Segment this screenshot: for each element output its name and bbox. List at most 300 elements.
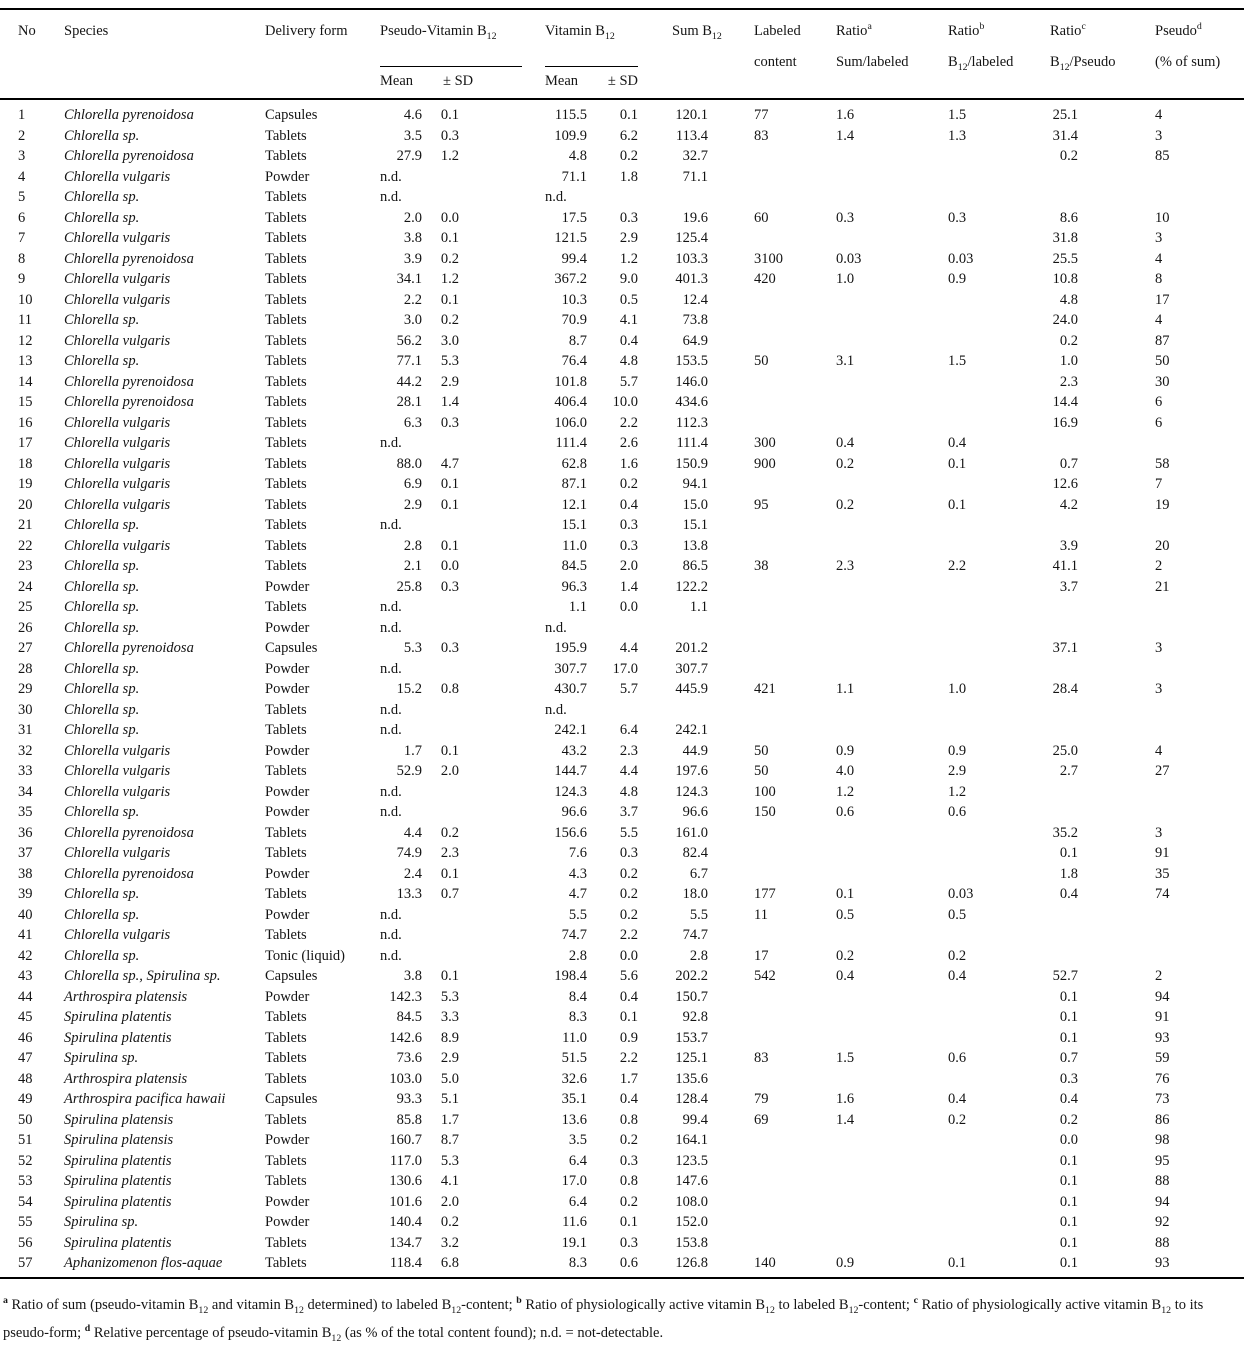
cell-sum-b12: 202.2: [675, 968, 709, 984]
cell-sum-b12: 64.9: [682, 332, 709, 349]
cell-vitamin-mean: 7.6: [568, 845, 588, 861]
table-row: [0, 167, 1244, 188]
cell-pseudo-sd: 0.2: [440, 312, 459, 328]
cell-no: 41: [18, 927, 33, 943]
cell-pseudo-percent: 94: [1155, 1193, 1170, 1210]
cell-vitamin-sd: 0.6: [619, 1255, 639, 1271]
cell-delivery-form: Tablets: [265, 189, 307, 205]
cell-delivery-form: Tablets: [265, 435, 307, 451]
cell-no: 11: [18, 312, 32, 328]
cell-delivery-form: Tablets: [265, 209, 307, 226]
cell-ratio-sum-labeled: 0.2: [836, 496, 855, 513]
cell-vitamin-sd: 0.4: [619, 988, 639, 1005]
cell-ratio-b12-labeled: 0.1: [948, 455, 967, 472]
cell-vitamin-mean: 6.4: [568, 1193, 588, 1210]
cell-sum-b12: 123.5: [675, 1152, 709, 1169]
cell-vitamin-mean: n.d.: [545, 619, 567, 636]
cell-delivery-form: Powder: [265, 578, 310, 595]
cell-delivery-form: Powder: [265, 681, 310, 697]
cell-labeled-content: 50: [754, 763, 769, 779]
cell-labeled-content: 300: [754, 435, 776, 451]
cell-species: Chlorella sp.: [64, 804, 140, 820]
cell-labeled-content: 900: [754, 455, 776, 472]
cell-ratio-b12-pseudo: [1044, 187, 1078, 208]
cell-ratio-b12-labeled: 0.4: [948, 435, 967, 451]
cell-ratio-b12-labeled: [948, 167, 1044, 188]
cell-delivery-form: Powder: [265, 1193, 310, 1210]
cell-ratio-b12-pseudo: 10.8: [1052, 271, 1079, 287]
cell-pseudo-mean: 2.1: [403, 558, 422, 574]
cell-vitamin-sd: 4.4: [619, 763, 639, 779]
cell-sum-b12: 401.3: [675, 271, 709, 287]
cell-spacer: [459, 782, 545, 803]
cell-delivery-form: Capsules: [265, 968, 318, 984]
cell-species: Chlorella sp., Spirulina sp.: [64, 968, 221, 984]
col-header-vitamin-b12: [545, 9, 638, 99]
cell-ratio-b12-pseudo: 1.0: [1059, 353, 1079, 369]
table-row: [0, 700, 1244, 721]
cell-ratio-sum-labeled: [836, 515, 948, 536]
cell-vitamin-sd: 0.5: [619, 291, 639, 308]
cell-ratio-b12-labeled: 0.1: [948, 496, 967, 513]
cell-sum-b12: 125.1: [675, 1050, 709, 1066]
cell-vitamin-mean: 2.8: [568, 947, 588, 964]
cell-ratio-b12-labeled: 0.3: [948, 209, 967, 226]
cell-no: 45: [18, 1009, 33, 1025]
cell-ratio-b12-labeled: 0.4: [948, 1091, 967, 1107]
cell-labeled-content: [708, 1212, 836, 1233]
cell-ratio-sum-labeled: 0.03: [836, 250, 862, 267]
table-row: [0, 351, 1244, 372]
cell-no: 48: [18, 1070, 33, 1087]
cell-ratio-b12-pseudo: 28.4: [1052, 681, 1079, 697]
cell-pseudo-percent: 93: [1155, 1029, 1170, 1046]
cell-pseudo-percent: 3: [1155, 230, 1163, 246]
cell-delivery-form: Tablets: [265, 701, 307, 718]
cell-pseudo-sd: 4.1: [440, 1173, 459, 1189]
cell-species: Chlorella pyrenoidosa: [64, 824, 194, 841]
cell-no: 43: [18, 968, 33, 984]
cell-ratio-sum-labeled: [836, 864, 948, 885]
cell-ratio-b12-labeled: [948, 925, 1044, 946]
cell-labeled-content: [708, 1192, 836, 1213]
table-row: [0, 515, 1244, 536]
cell-ratio-b12-labeled: [948, 1007, 1044, 1028]
cell-species: Chlorella vulgaris: [64, 763, 171, 779]
cell-pseudo-percent: 98: [1155, 1132, 1170, 1148]
cell-pseudo-sd: 0.1: [440, 865, 459, 882]
table-row: [0, 966, 1244, 987]
table-row: [0, 228, 1244, 249]
cell-delivery-form: Powder: [265, 865, 310, 882]
cell-spacer: [459, 515, 545, 536]
cell-pseudo-mean: 2.4: [403, 865, 422, 882]
cell-no: 22: [18, 537, 33, 554]
cell-vitamin-sd: 2.0: [619, 558, 639, 574]
cell-pseudo-mean: 5.3: [403, 640, 422, 656]
cell-ratio-b12-pseudo: 31.4: [1052, 127, 1079, 144]
cell-pseudo-percent: 6: [1155, 394, 1163, 410]
cell-labeled-content: 17: [754, 947, 769, 964]
cell-pseudo-mean: n.d.: [380, 599, 402, 615]
cell-labeled-content: [708, 474, 836, 495]
ratio-b-label-line2: $B_{12}$/labeled: [948, 54, 1014, 73]
cell-vitamin-mean: 8.3: [568, 1009, 588, 1025]
cell-ratio-b12-labeled: 1.5: [948, 353, 967, 369]
cell-vitamin-mean: 8.4: [568, 988, 588, 1005]
cell-species: Chlorella vulgaris: [64, 845, 171, 861]
cell-delivery-form: Tablets: [265, 558, 307, 574]
cell-ratio-b12-labeled: 2.9: [948, 763, 967, 779]
cell-spacer: [459, 1110, 545, 1131]
cell-pseudo-mean: 3.9: [403, 250, 422, 267]
cell-vitamin-sd: 0.1: [619, 1009, 639, 1025]
cell-pseudo-mean: 140.4: [389, 1214, 422, 1230]
cell-vitamin-mean: 144.7: [554, 763, 588, 779]
cell-delivery-form: Powder: [265, 660, 310, 677]
cell-delivery-form: Tablets: [265, 148, 307, 164]
cell-spacer: [459, 1171, 545, 1192]
cell-labeled-content: [708, 1171, 836, 1192]
cell-delivery-form: Powder: [265, 168, 310, 185]
cell-no: 46: [18, 1029, 33, 1046]
cell-no: 53: [18, 1173, 33, 1189]
cell-species: Chlorella sp.: [64, 660, 140, 677]
cell-sum-b12: 2.8: [689, 947, 709, 964]
cell-sum-b12: 124.3: [675, 783, 709, 800]
cell-pseudo-percent: 88: [1155, 1173, 1170, 1189]
cell-no: 33: [18, 763, 33, 779]
cell-no: 1: [18, 107, 26, 123]
cell-no: 31: [18, 722, 33, 738]
cell-no: 34: [18, 783, 33, 800]
cell-species: Chlorella vulgaris: [64, 414, 171, 431]
cell-delivery-form: Tablets: [265, 1070, 307, 1087]
cell-sum-b12: 92.8: [682, 1009, 709, 1025]
cell-ratio-b12-labeled: [948, 843, 1044, 864]
cell-pseudo-mean: 2.9: [403, 496, 422, 513]
cell-pseudo-percent: 17: [1155, 291, 1170, 308]
cell-labeled-content: 83: [754, 1050, 769, 1066]
cell-pseudo-percent: 27: [1155, 763, 1170, 779]
cell-labeled-content: [708, 638, 836, 659]
cell-spacer: [459, 720, 545, 741]
cell-sum-b12: 96.6: [682, 804, 709, 820]
cell-ratio-b12-labeled: [948, 720, 1044, 741]
cell-pseudo-sd: 5.3: [440, 353, 459, 369]
cell-pseudo-percent: 7: [1155, 476, 1163, 492]
cell-delivery-form: Tablets: [265, 1029, 307, 1046]
cell-ratio-b12-pseudo: 0.1: [1059, 1152, 1079, 1169]
cell-vitamin-mean: 121.5: [554, 230, 588, 246]
cell-ratio-b12-labeled: [948, 515, 1044, 536]
cell-vitamin-sd: 6.2: [619, 127, 639, 144]
pseudo-mean-label: Mean: [380, 73, 414, 89]
table-row: [0, 597, 1244, 618]
cell-pseudo-sd: 8.9: [440, 1029, 459, 1046]
cell-ratio-sum-labeled: [836, 372, 948, 393]
cell-ratio-sum-labeled: [836, 700, 948, 721]
cell-no: 8: [18, 250, 26, 267]
cell-pseudo-sd: 0.3: [440, 127, 459, 144]
cell-species: Chlorella pyrenoidosa: [64, 373, 194, 390]
cell-ratio-b12-labeled: 0.6: [948, 804, 967, 820]
cell-spacer: [459, 659, 545, 680]
cell-delivery-form: Capsules: [265, 107, 318, 123]
cell-ratio-b12-labeled: [948, 392, 1044, 413]
cell-labeled-content: 177: [754, 886, 776, 902]
cell-species: Chlorella vulgaris: [64, 537, 171, 554]
cell-labeled-content: [708, 700, 836, 721]
cell-species: Arthrospira pacifica hawaii: [64, 1091, 226, 1107]
cell-delivery-form: Tablets: [265, 414, 307, 431]
cell-ratio-b12-pseudo: 41.1: [1052, 558, 1079, 574]
cell-species: Arthrospira platensis: [64, 1070, 188, 1087]
cell-sum-b12: 6.7: [689, 865, 709, 882]
cell-pseudo-percent: 30: [1155, 373, 1170, 390]
cell-spacer: [459, 1028, 545, 1049]
col-header-no: [0, 9, 64, 99]
cell-species: Chlorella sp.: [64, 558, 140, 574]
cell-pseudo-mean: 44.2: [396, 373, 422, 390]
cell-ratio-sum-labeled: [836, 228, 948, 249]
table-row: [0, 474, 1244, 495]
cell-vitamin-mean: 4.8: [568, 148, 588, 164]
cell-spacer: [459, 966, 545, 987]
cell-vitamin-sd: 10.0: [612, 394, 639, 410]
cell-ratio-b12-pseudo: 0.7: [1059, 455, 1079, 472]
cell-pseudo-sd: 5.3: [440, 1152, 459, 1169]
cell-ratio-b12-labeled: 2.2: [948, 558, 967, 574]
cell-sum-b12: 150.9: [675, 455, 709, 472]
cell-vitamin-sd: 2.2: [619, 1050, 639, 1066]
cell-vitamin-mean: 198.4: [554, 968, 588, 984]
cell-pseudo-percent: 35: [1155, 865, 1170, 882]
cell-pseudo-sd: 8.7: [440, 1132, 459, 1148]
cell-ratio-sum-labeled: [836, 597, 948, 618]
cell-species: Chlorella sp.: [64, 681, 140, 697]
cell-labeled-content: [708, 392, 836, 413]
cell-delivery-form: Tablets: [265, 1152, 307, 1169]
cell-ratio-sum-labeled: 1.4: [836, 127, 855, 144]
cell-vitamin-sd: 4.8: [619, 783, 639, 800]
cell-labeled-content: [708, 1007, 836, 1028]
cell-vitamin-sd: 0.2: [619, 1132, 639, 1148]
cell-no: 30: [18, 701, 33, 718]
cell-ratio-b12-labeled: [948, 577, 1044, 598]
cell-spacer: [459, 761, 545, 782]
cell-species: Chlorella vulgaris: [64, 783, 171, 800]
cell-spacer: [459, 823, 545, 844]
cell-vitamin-mean: 11.6: [562, 1214, 588, 1230]
cell-no: 50: [18, 1111, 33, 1128]
ratio-c-label-line2: $B_{12}$/Pseudo: [1050, 54, 1116, 73]
cell-ratio-b12-pseudo: [1044, 597, 1078, 618]
cell-ratio-sum-labeled: 0.4: [836, 968, 855, 984]
cell-spacer: [459, 884, 545, 905]
cell-ratio-b12-pseudo: [1044, 433, 1078, 454]
cell-delivery-form: Tablets: [265, 517, 307, 533]
cell-ratio-b12-pseudo: 0.2: [1059, 148, 1079, 164]
cell-ratio-b12-labeled: 0.03: [948, 886, 974, 902]
cell-species: Chlorella sp.: [64, 578, 140, 595]
cell-spacer: [459, 208, 545, 229]
cell-sum-b12: 73.8: [682, 312, 709, 328]
cell-delivery-form: Powder: [265, 742, 310, 759]
cell-labeled-content: [708, 864, 836, 885]
no-label: No: [18, 23, 36, 39]
cell-pseudo-sd: 2.3: [440, 845, 459, 861]
cell-ratio-b12-labeled: 0.03: [948, 250, 974, 267]
cell-species: Chlorella sp.: [64, 189, 140, 205]
cell-vitamin-sd: 9.0: [619, 271, 639, 287]
cell-pseudo-mean: 6.3: [403, 414, 422, 431]
cell-no: 49: [18, 1091, 33, 1107]
cell-delivery-form: Capsules: [265, 1091, 318, 1107]
table-row: [0, 1130, 1244, 1151]
cell-species: Spirulina platentis: [64, 1173, 172, 1189]
cell-ratio-b12-pseudo: 52.7: [1052, 968, 1079, 984]
cell-vitamin-mean: 87.1: [561, 476, 588, 492]
cell-ratio-sum-labeled: [836, 577, 948, 598]
cell-delivery-form: Tablets: [265, 845, 307, 861]
cell-ratio-b12-labeled: [948, 536, 1044, 557]
cell-vitamin-sd: 0.3: [619, 1152, 639, 1169]
cell-spacer: [459, 536, 545, 557]
cell-delivery-form: Tablets: [265, 312, 307, 328]
col-header-delivery-form: [265, 9, 380, 99]
cell-no: 32: [18, 742, 33, 759]
cell-sum-b12: 147.6: [675, 1173, 709, 1189]
table-row: [0, 905, 1244, 926]
cell-labeled-content: 421: [754, 681, 776, 697]
cell-delivery-form: Tablets: [265, 250, 307, 267]
cell-pseudo-mean: 6.9: [403, 476, 422, 492]
table-row: [0, 1253, 1244, 1278]
table-row: [0, 1233, 1244, 1254]
cell-ratio-b12-pseudo: [1044, 659, 1078, 680]
cell-delivery-form: Tablets: [265, 722, 307, 738]
cell-ratio-b12-labeled: [948, 146, 1044, 167]
cell-vitamin-mean: 124.3: [554, 783, 588, 800]
cell-spacer: [459, 1007, 545, 1028]
cell-no: 42: [18, 947, 33, 964]
cell-no: 18: [18, 455, 33, 472]
cell-delivery-form: Tablets: [265, 394, 307, 410]
cell-pseudo-mean: 85.8: [396, 1111, 422, 1128]
cell-pseudo-mean: n.d.: [380, 660, 402, 677]
cell-vitamin-mean: 11.0: [562, 537, 588, 554]
table-row: [0, 372, 1244, 393]
cell-pseudo-mean: 117.0: [389, 1152, 422, 1169]
cell-ratio-b12-labeled: [948, 228, 1044, 249]
cell-ratio-b12-pseudo: 0.1: [1059, 1234, 1079, 1251]
cell-pseudo-mean: n.d.: [380, 168, 402, 185]
cell-labeled-content: [708, 659, 836, 680]
cell-spacer: [459, 925, 545, 946]
cell-labeled-content: 50: [754, 742, 769, 759]
cell-ratio-sum-labeled: 0.1: [836, 886, 855, 902]
cell-pseudo-sd: 2.0: [440, 1193, 459, 1210]
cell-pseudo-sd: [422, 802, 459, 823]
cell-ratio-b12-pseudo: 35.2: [1052, 824, 1079, 841]
cell-pseudo-sd: 0.1: [440, 742, 459, 759]
cell-labeled-content: 3100: [754, 250, 784, 267]
cell-pseudo-mean: n.d.: [380, 619, 402, 636]
cell-sum-b12: 161.0: [675, 824, 709, 841]
cell-ratio-sum-labeled: [836, 638, 948, 659]
cell-species: Chlorella vulgaris: [64, 271, 171, 287]
cell-pseudo-percent: [1078, 187, 1244, 208]
cell-vitamin-mean: 430.7: [554, 681, 588, 697]
cell-no: 28: [18, 660, 33, 677]
cell-pseudo-sd: 0.3: [440, 578, 459, 595]
cell-ratio-b12-pseudo: 25.5: [1052, 250, 1079, 267]
cell-pseudo-sd: 2.9: [440, 1050, 459, 1066]
pseudo-percent-label-line1: Pseudo$^d$: [1155, 21, 1202, 39]
cell-pseudo-percent: 3: [1155, 640, 1163, 656]
cell-pseudo-percent: 92: [1155, 1214, 1170, 1230]
cell-vitamin-mean: 12.1: [561, 496, 588, 513]
cell-vitamin-mean: n.d.: [545, 701, 567, 718]
cell-pseudo-percent: 6: [1155, 414, 1163, 431]
cell-ratio-b12-pseudo: 0.1: [1059, 1029, 1079, 1046]
cell-delivery-form: Tablets: [265, 537, 307, 554]
cell-ratio-b12-pseudo: 0.7: [1059, 1050, 1079, 1066]
cell-pseudo-percent: [1078, 597, 1244, 618]
cell-no: 29: [18, 681, 33, 697]
cell-vitamin-sd: 1.6: [619, 455, 639, 472]
pseudo-sd-label: ± SD: [443, 73, 474, 89]
cell-delivery-form: Tablets: [265, 1255, 307, 1271]
table-row: [0, 1171, 1244, 1192]
cell-spacer: [459, 351, 545, 372]
cell-sum-b12: [638, 187, 708, 208]
cell-ratio-b12-labeled: 0.4: [948, 968, 967, 984]
cell-ratio-sum-labeled: [836, 618, 948, 639]
cell-labeled-content: [708, 228, 836, 249]
cell-labeled-content: [708, 987, 836, 1008]
cell-vitamin-sd: 4.4: [619, 640, 639, 656]
table-row: [0, 454, 1244, 475]
cell-ratio-sum-labeled: 0.5: [836, 906, 855, 923]
cell-labeled-content: [708, 618, 836, 639]
cell-pseudo-sd: 0.7: [440, 886, 459, 902]
cell-pseudo-sd: 0.1: [440, 496, 459, 513]
cell-species: Chlorella pyrenoidosa: [64, 394, 194, 410]
cell-spacer: [459, 372, 545, 393]
cell-pseudo-percent: 94: [1155, 988, 1170, 1005]
cell-spacer: [459, 454, 545, 475]
cell-species: Chlorella pyrenoidosa: [64, 640, 194, 656]
cell-ratio-b12-labeled: [948, 187, 1044, 208]
cell-species: Chlorella vulgaris: [64, 435, 171, 451]
cell-ratio-b12-labeled: [948, 659, 1044, 680]
cell-sum-b12: 153.8: [675, 1234, 709, 1251]
cell-species: Chlorella pyrenoidosa: [64, 250, 194, 267]
cell-delivery-form: Tablets: [265, 230, 307, 246]
cell-species: Aphanizomenon flos-aquae: [64, 1255, 223, 1271]
cell-pseudo-mean: 27.9: [396, 148, 422, 164]
col-header-ratio-b12-labeled: [948, 9, 1044, 99]
cell-ratio-b12-pseudo: 1.8: [1059, 865, 1079, 882]
cell-ratio-b12-labeled: [948, 1212, 1044, 1233]
cell-vitamin-sd: [587, 187, 638, 208]
cell-ratio-b12-labeled: [948, 700, 1044, 721]
cell-ratio-sum-labeled: [836, 1028, 948, 1049]
cell-spacer: [459, 597, 545, 618]
cell-pseudo-mean: 2.8: [403, 537, 422, 554]
